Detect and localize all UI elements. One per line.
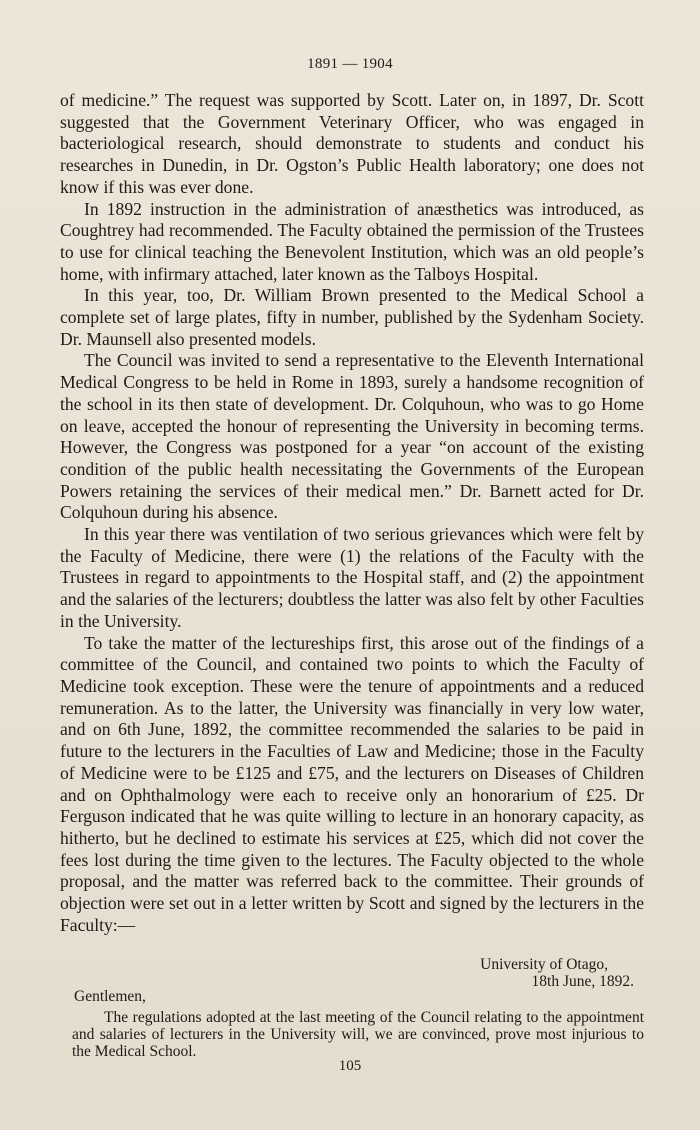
body-text [60,90,644,936]
letter-body: The regulations adopted at the last meeting of the Council relating to the appointment and salaries of lecturers in the University will, we are convinced, prove most injurious to the Medical School. [72,1009,644,1060]
paragraph-grievances: In this year there was ventilation of two serious grievances which were felt by the Faculty of Medicine, there were (1) the relations of the Faculty with the Trustees in regard to appointments to the Hospital staff, and (2) the appointment and the salaries of the lecturers; doubtless the latter was also felt by other Faculties in the University. [60,524,644,631]
paragraph-anaesthetics: In 1892 instruction in the administration of anæsthetics was introduced, as Coughtrey had recommended. The Faculty obtained the permission of the Trustees to use for clinical teaching the Benevolent Institution, which was an old people’s home, with infirmary attached, later known as the Talboys Hospital. [60,198,644,284]
paragraph-lectureships: To take the matter of the lectureships first, this arose out of the findings of a committee of the Council, and contained two points to which the Faculty of Medicine took exception. These were the tenure of appointments and a reduced remuneration. As to the latter, the University was financially in very low water, and on 6th June, 1892, the committee recommended the salaries to be paid in future to the lecturers in the Faculties of Law and Medicine; those in the Faculty of Medicine were to be £125 and £75, and the lecturers on Diseases of Children and on Ophthalmology were each to receive only an honorarium of £25. Dr Ferguson indicated that he was quite willing to lecture in an honorary capacity, as hitherto, but he declined to estimate his services at £25, which did not cover the fees lost during the time given to the lectures. The Faculty objected to the whole proposal, and the matter was referred back to the committee. Their grounds of objection were set out in a letter written by Scott and signed by the lecturers in the Faculty:— [60,632,644,935]
paragraph-continuation: of medicine.” The request was supported by Scott. Later on, in 1897, Dr. Scott suggested that the Government Veterinary Officer, who was engaged in bacteriological research, should demonstrate to students and conduct his researches in Dunedin, in Dr. Ogston’s Public Health laboratory; one does not know if this was ever done. [60,90,644,197]
letter-date: 18th June, 1892. [531,972,634,990]
paragraph-plates: In this year, too, Dr. William Brown presented to the Medical School a complete set of large plates, fifty in number, published by the Sydenham Society. Dr. Maunsell also presented models. [60,285,644,349]
running-head: 1891 — 1904 [307,56,393,72]
quoted-letter [72,957,644,1061]
page-number: 105 [338,1058,362,1074]
letter-address [72,957,644,991]
letter-address-line: University of Otago, [480,956,608,973]
paragraph-congress: The Council was invited to send a representative to the Eleventh International Medical Congress to be held in Rome in 1893, surely a handsome recognition of the school in its then state of development. Dr. Colquhoun, who was to go Home on leave, accepted the honour of representing the University in becoming terms. However, the Congress was postponed for a year “on account of the existing condition of the public health necessitating the Governments of the European Powers retaining the services of their medical men.” Dr. Barnett acted for Dr. Colquhoun during his absence. [60,350,644,523]
letter-salutation: Gentlemen, [74,987,146,1005]
